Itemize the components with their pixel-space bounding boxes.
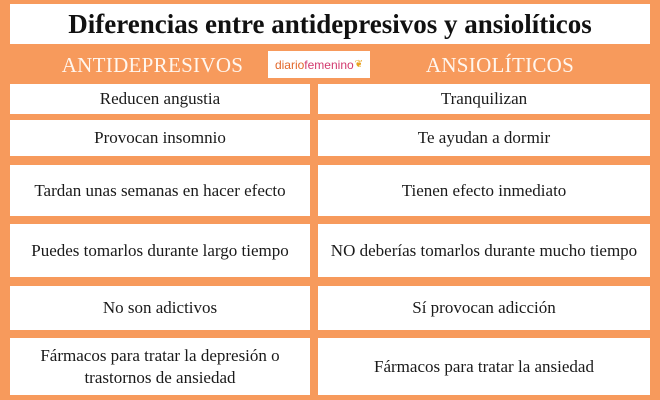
left-cell-6: Fármacos para tratar la depresión o trastornos de ansiedad (10, 338, 310, 395)
column-header-antidepresivos: ANTIDEPRESIVOS (61, 52, 244, 77)
leaf-icon: ❦ (354, 59, 364, 70)
right-cell-6: Fármacos para tratar la ansiedad (318, 338, 650, 395)
right-cell-5: Sí provocan adicción (318, 286, 650, 330)
column-header-ansioliticos: ANSIOLÍTICOS (425, 52, 575, 77)
left-cell-5: No son adictivos (10, 286, 310, 330)
left-cell-2: Provocan insomnio (10, 120, 310, 156)
page-title: Diferencias entre antidepresivos y ansiolíticos (68, 8, 592, 39)
logo-text-femenino: femenino (304, 57, 354, 72)
right-cell-2: Te ayudan a dormir (318, 120, 650, 156)
title-box (10, 4, 650, 44)
logo-text-diario: diario (274, 57, 305, 72)
left-cell-1: Reducen angustia (10, 84, 310, 114)
right-cell-1: Tranquilizan (318, 84, 650, 114)
right-cell-3: Tienen efecto inmediato (318, 165, 650, 216)
right-cell-4: NO deberías tomarlos durante mucho tiempo (318, 224, 650, 277)
left-cell-3: Tardan unas semanas en hacer efecto (10, 165, 310, 216)
logo (268, 51, 370, 78)
left-cell-4: Puedes tomarlos durante largo tiempo (10, 224, 310, 277)
